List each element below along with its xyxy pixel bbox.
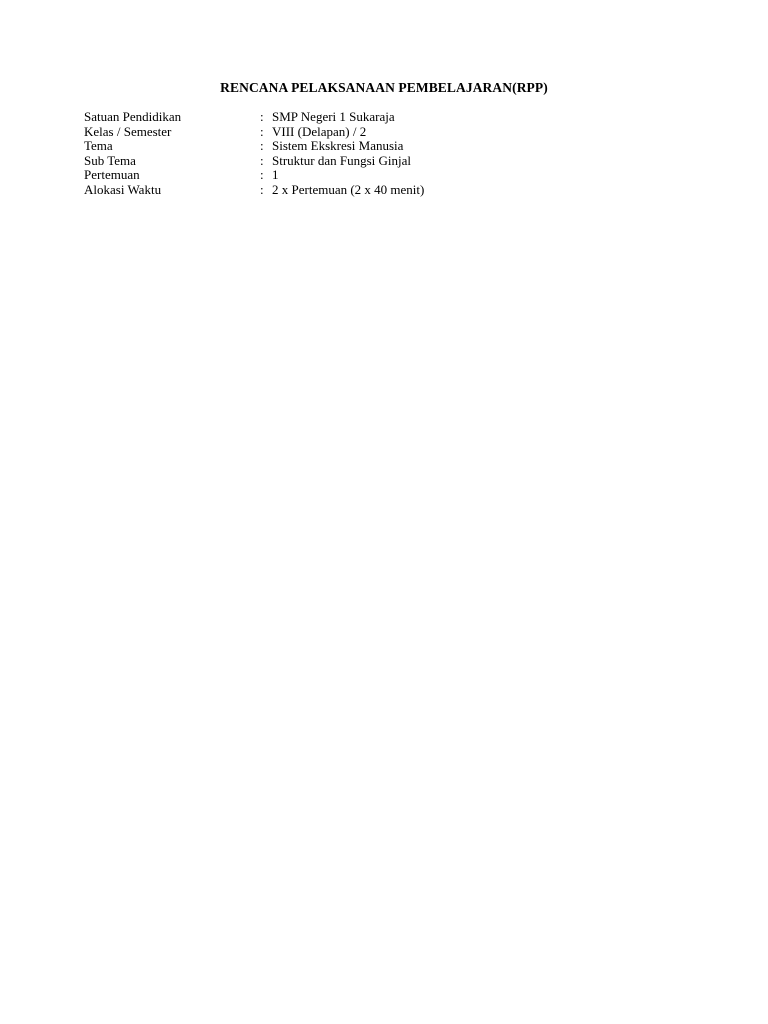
identity-value: Sistem Ekskresi Manusia bbox=[272, 138, 404, 154]
identity-colon: : bbox=[260, 109, 264, 124]
identity-value: 1 bbox=[272, 167, 279, 183]
identity-value: SMP Negeri 1 Sukaraja bbox=[272, 109, 395, 124]
document-title: RENCANA PELAKSANAAN PEMBELAJARAN(RPP) bbox=[220, 80, 548, 95]
identity-label: Alokasi Waktu bbox=[84, 181, 162, 197]
identity-value: 2 x Pertemuan (2 x 40 menit) bbox=[272, 181, 425, 197]
identity-colon: : bbox=[260, 167, 264, 183]
identity-colon: : bbox=[260, 181, 264, 197]
identity-label: Pertemuan bbox=[84, 167, 140, 183]
identity-value: Struktur dan Fungsi Ginjal bbox=[272, 152, 412, 168]
identity-label: Satuan Pendidikan bbox=[84, 109, 182, 124]
identity-label: Sub Tema bbox=[84, 152, 136, 168]
identity-label: Kelas / Semester bbox=[84, 123, 172, 139]
identity-label: Tema bbox=[84, 138, 113, 154]
identity-value: VIII (Delapan) / 2 bbox=[272, 123, 367, 139]
identity-colon: : bbox=[260, 152, 264, 168]
identity-colon: : bbox=[260, 138, 264, 154]
identity-colon: : bbox=[260, 123, 264, 139]
